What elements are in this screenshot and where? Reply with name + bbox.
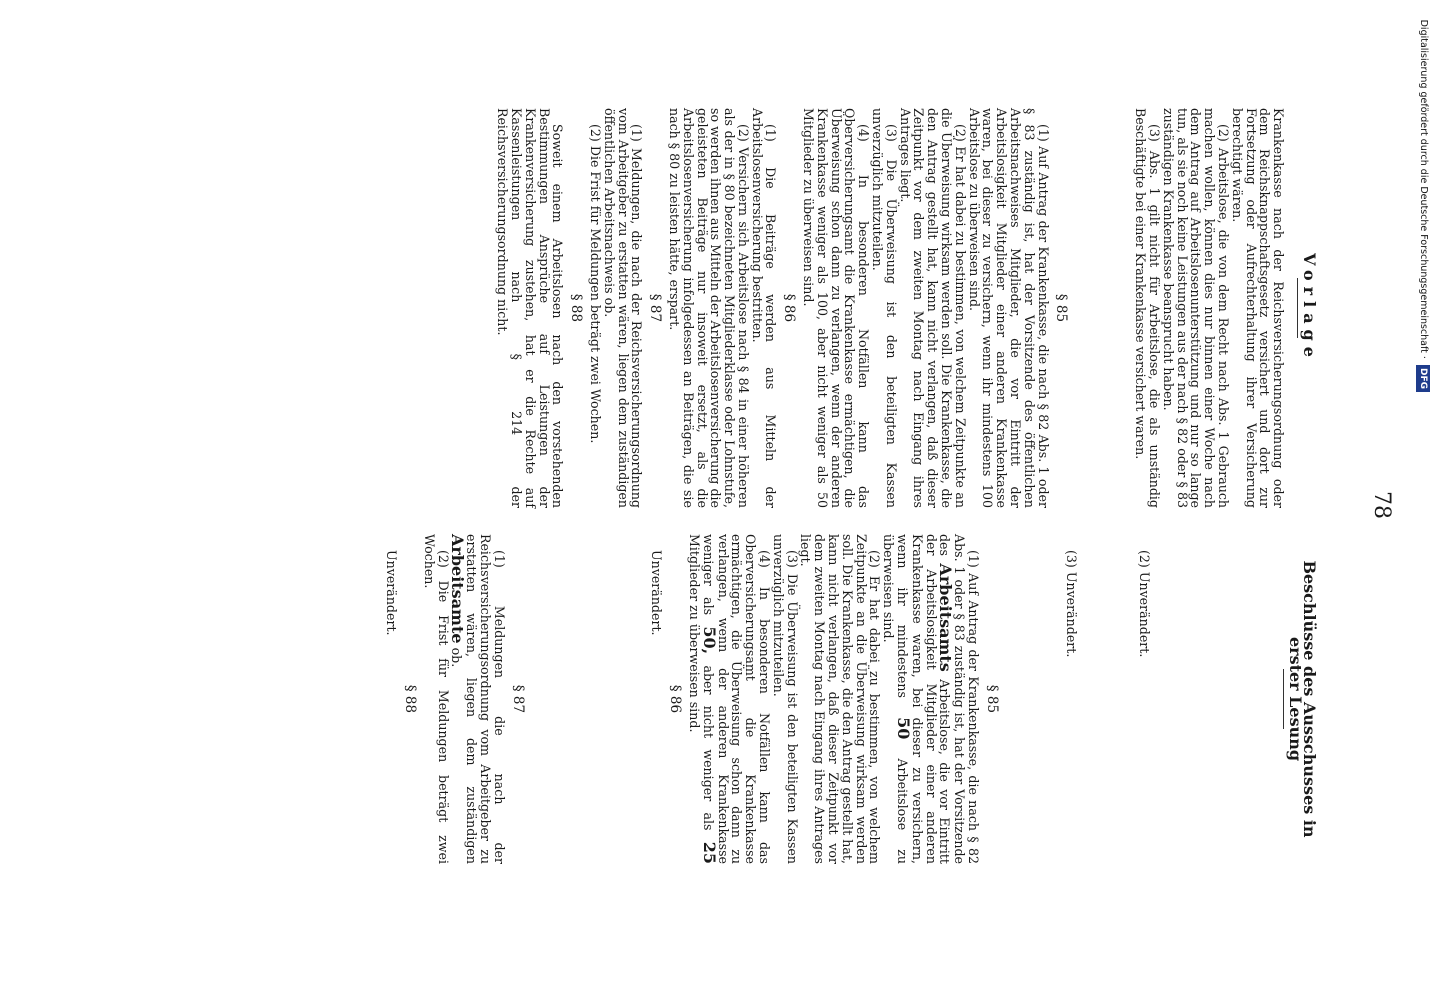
dfg-watermark bbox=[1416, 8, 1430, 392]
paragraph: (1) Die Beiträge werden aus Mitteln der Arbeitslosenversicherung bestritten. bbox=[749, 108, 779, 508]
paragraph: (3) Abs. 1 gilt nicht für Arbeitslose, die als unständig Beschäftigte bei einer Krankenkasse versichert waren. bbox=[1133, 108, 1163, 508]
paragraph: (1) Meldungen die nach der Reichsversicherungsordnung vom Arbeitgeber zu erstatten wären, liegen dem zuständigen Arbeitsamte ob. bbox=[448, 534, 507, 864]
dfg-logo: DFG bbox=[1416, 365, 1430, 392]
paragraph: (2) Die Frist für Meldungen beträgt zwei Wochen. bbox=[421, 534, 451, 864]
paragraph: (1) Auf Antrag der Krankenkasse, die nach § 82 Abs. 1 oder § 83 zuständig ist, hat der Vorsitzende des Arbeitsamts Arbeitslose, die vor Eintritt der Arbeitslosigkeit Mitglieder einer anderen Krankenkasse waren, bei dieser zu versichern, wenn ihr mindestens 50 Arbeitslose zu überweisen sind. bbox=[881, 534, 982, 864]
section-heading: § 87 bbox=[509, 684, 526, 714]
right-column-header: Beschlüsse des Ausschusses in erster Lesung bbox=[1286, 560, 1319, 838]
paragraph: (1) Meldungen, die nach der Reichsversicherungsordnung vom Arbeitgeber zu erstatten wären, liegen dem zuständigen öffentlichen Arbeitsnachweis ob. bbox=[601, 108, 645, 508]
paragraph: (2) Unverändert. bbox=[1137, 550, 1153, 658]
paragraph: (3) Die Überweisung ist den beteiligten Kassen unverzüglich mitzuteilen. bbox=[870, 108, 899, 508]
paragraph: Unverändert. bbox=[649, 550, 665, 636]
paragraph: (4) In besonderen Notfällen kann das Oberversicherungsamt die Krankenkasse ermächtigen, die Überweisung schon dann zu verlangen, wenn der anderen Krankenkasse weniger als 50, aber nicht weniger als 25 Mitglieder zu überweisen sind. bbox=[687, 534, 773, 864]
right-column-beschluesse bbox=[384, 534, 1319, 864]
paragraph: (2) Er hat dabei zu bestimmen, von welchem Zeitpunkte an die Überweisung wirksam werden soll. Die Krankenkasse, die den Antrag gestellt hat, kann nicht verlangen, daß dieser Zeitpunkt vor dem zweiten Montag nach Eingang ihres Antrages liegt. bbox=[798, 534, 883, 864]
left-column-vorlage bbox=[495, 108, 1319, 508]
left-column-header: Vorlage bbox=[1300, 253, 1319, 363]
section-heading: § 88 bbox=[568, 293, 585, 323]
paragraph: Soweit einem Arbeitslosen nach den vorstehenden Bestimmungen Ansprüche auf Leistungen der Krankenversicherung zustehen, hat er die Rechte auf Kassenleistungen nach § 214 der Reichsversicherungsordnung nicht. bbox=[495, 108, 566, 508]
paragraph: (1) Auf Antrag der Krankenkasse, die nach § 82 Abs. 1 oder § 83 zuständig ist, hat der Vorsitzende des öffentlichen Arbeitsnachweises Mitglieder, die vor Eintritt der Arbeitslosigkeit Mitglieder einer anderen Krankenkasse waren, bei dieser zu versichern, wenn ihr mindestens 100 Arbeitslose zu überweisen sind. bbox=[966, 108, 1051, 508]
emphasis: 25 bbox=[699, 841, 719, 864]
paragraph: (3) Die Überweisung ist den beteiligten Kassen unverzüglich mitzuteilen. bbox=[770, 534, 800, 864]
section-heading: § 85 bbox=[1053, 293, 1070, 323]
emphasis: 50 bbox=[894, 717, 914, 740]
paragraph: (2) Arbeitslose, die von dem Recht nach Abs. 1 Gebrauch machen wollen, können dies nur binnen einer Woche nach dem Antrag auf Arbeitslosenunterstützung und nur so lange tun, als sie noch keine Leistungen aus der nach § 82 oder § 83 zuständigen Krankenkasse beansprucht haben. bbox=[1160, 108, 1232, 508]
emphasis: Arbeitsamte bbox=[448, 534, 468, 644]
emphasis: Arbeitsamts bbox=[936, 563, 956, 672]
header-rule bbox=[1283, 669, 1284, 729]
section-heading: § 87 bbox=[647, 293, 664, 323]
paragraph: (3) Unverändert. bbox=[1063, 550, 1079, 658]
watermark-text: Digitalisierung gefördert durch die Deutsche Forschungsgemeinschaft · bbox=[1418, 19, 1429, 359]
header-rule bbox=[1297, 278, 1298, 338]
paragraph: Krankenkasse nach der Reichsversicherungsordnung oder dem Reichsknappschaftsgesetz versichert und dort zur Fortsetzung oder Aufrechterhaltung ihrer Versicherung berechtigt wären. bbox=[1229, 108, 1287, 508]
paragraph: (2) Er hat dabei zu bestimmen, von welchem Zeitpunkte an die Überweisung wirksam werden soll. Die Krankenkasse, die den Antrag gestellt hat, kann nicht verlangen, daß dieser Zeitpunkt vor dem zweiten Montag nach Eingang ihres Antrages liegt. bbox=[897, 108, 968, 508]
paragraph: Unverändert. bbox=[384, 550, 400, 636]
emphasis: 50, bbox=[699, 626, 719, 655]
section-heading: § 86 bbox=[667, 684, 684, 714]
page-number: 78 bbox=[1369, 491, 1394, 519]
paragraph: (2) Die Frist für Meldungen beträgt zwei Wochen. bbox=[587, 124, 603, 444]
section-heading: § 85 bbox=[983, 684, 1000, 714]
section-heading: § 88 bbox=[402, 684, 419, 714]
paragraph: (4) In besonderen Notfällen kann das Oberversicherungsamt die Krankenkasse ermächtigen, die Überweisung schon dann zu verlangen, wenn der anderen Krankenkasse weniger als 100, aber nicht weniger als 50 Mitglieder zu überweisen sind. bbox=[801, 108, 872, 508]
section-heading: § 86 bbox=[781, 293, 798, 323]
paragraph: (2) Versichern sich Arbeitslose nach § 84 in einer höheren als der in § 80 bezeichneten Mitgliederklasse oder Lohnstufe, so werden ihnen aus Mitteln der Arbeitslosenversicherung die geleisteten Beiträge nur insoweit ersetzt, als die Arbeitslosenversicherung infolgedessen an Beiträgen, die sie nach § 80 zu leisten hätte, erspart. bbox=[666, 108, 751, 508]
